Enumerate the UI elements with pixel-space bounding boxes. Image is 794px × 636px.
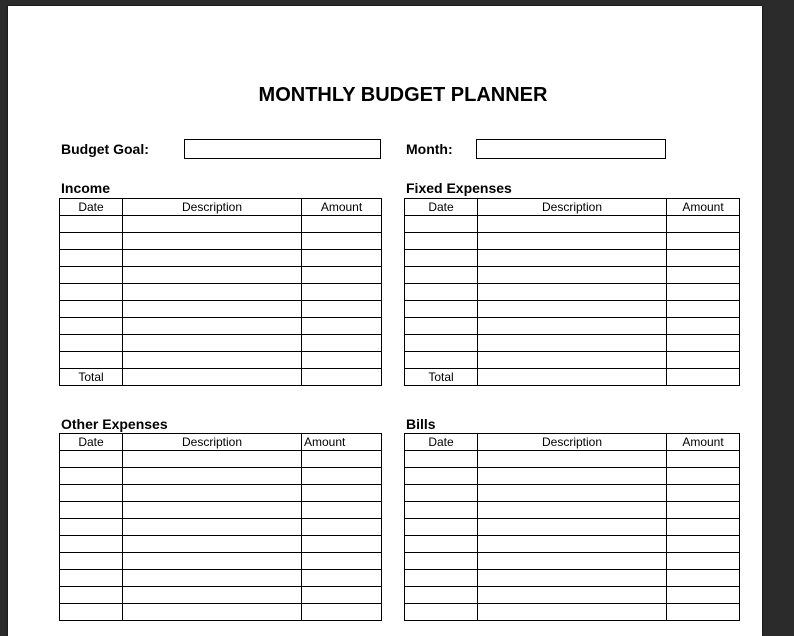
bills-header-row <box>405 434 740 451</box>
other-expenses-entry-row <box>60 468 382 485</box>
date-cell[interactable] <box>405 587 478 604</box>
other-expenses-section-title: Other Expenses <box>61 416 168 432</box>
amount-cell[interactable] <box>667 284 740 301</box>
budget-goal-label: Budget Goal: <box>61 141 149 157</box>
description-cell[interactable] <box>123 485 302 502</box>
income-entry-row <box>60 335 382 352</box>
amount-cell[interactable] <box>302 233 382 250</box>
fixed-expenses-entry-row <box>405 233 740 250</box>
date-cell[interactable] <box>405 216 478 233</box>
amount-cell[interactable] <box>302 352 382 369</box>
date-cell[interactable] <box>60 216 123 233</box>
description-cell[interactable] <box>123 519 302 536</box>
amount-cell[interactable] <box>302 553 382 570</box>
date-cell[interactable] <box>405 352 478 369</box>
amount-cell[interactable] <box>302 216 382 233</box>
description-cell[interactable] <box>478 233 667 250</box>
date-cell[interactable] <box>60 318 123 335</box>
fixed-expenses-entry-row <box>405 301 740 318</box>
date-cell[interactable] <box>405 604 478 621</box>
description-cell[interactable] <box>478 250 667 267</box>
bills-entry-row <box>405 553 740 570</box>
month-label: Month: <box>406 141 453 157</box>
other-expenses-header-row <box>60 434 382 451</box>
total-amount-cell[interactable] <box>667 369 740 386</box>
date-cell[interactable] <box>405 485 478 502</box>
amount-cell[interactable] <box>302 267 382 284</box>
description-cell[interactable] <box>123 604 302 621</box>
date-cell[interactable] <box>405 233 478 250</box>
date-cell[interactable] <box>60 352 123 369</box>
income-header-row <box>60 199 382 216</box>
other-expenses-entry-row <box>60 451 382 468</box>
description-cell[interactable] <box>478 335 667 352</box>
fixed-expenses-header-row <box>405 199 740 216</box>
income-section-title: Income <box>61 180 111 196</box>
description-cell[interactable] <box>478 318 667 335</box>
income-entry-row <box>60 250 382 267</box>
amount-cell[interactable] <box>302 318 382 335</box>
bills-entry-row <box>405 536 740 553</box>
description-cell[interactable] <box>123 301 302 318</box>
total-description-cell[interactable] <box>123 369 302 386</box>
description-cell[interactable] <box>123 570 302 587</box>
other-expenses-entry-row <box>60 536 382 553</box>
fixed-expenses-section-title: Fixed Expenses <box>406 180 512 196</box>
description-cell[interactable] <box>123 335 302 352</box>
amount-column-header: Amount <box>302 199 382 216</box>
other-expenses-entry-row <box>60 604 382 621</box>
date-cell[interactable] <box>60 502 123 519</box>
description-cell[interactable] <box>123 284 302 301</box>
date-cell[interactable] <box>60 485 123 502</box>
description-cell[interactable] <box>123 352 302 369</box>
amount-column-header: Amount <box>667 434 740 451</box>
other-expenses-table <box>59 433 382 621</box>
date-cell[interactable] <box>60 536 123 553</box>
date-cell[interactable] <box>405 536 478 553</box>
amount-cell[interactable] <box>302 250 382 267</box>
description-cell[interactable] <box>478 485 667 502</box>
description-cell[interactable] <box>478 267 667 284</box>
date-cell[interactable] <box>405 502 478 519</box>
fixed-expenses-table <box>404 198 740 386</box>
budget-goal-input[interactable] <box>184 139 381 159</box>
other-expenses-entry-row <box>60 553 382 570</box>
other-expenses-entry-row <box>60 502 382 519</box>
fixed-expenses-entry-row <box>405 335 740 352</box>
amount-cell[interactable] <box>302 570 382 587</box>
description-cell[interactable] <box>123 216 302 233</box>
description-cell[interactable] <box>478 570 667 587</box>
fixed-expenses-entry-row <box>405 267 740 284</box>
amount-cell[interactable] <box>667 216 740 233</box>
total-description-cell[interactable] <box>478 369 667 386</box>
bills-entry-row <box>405 502 740 519</box>
amount-cell[interactable] <box>667 267 740 284</box>
amount-cell[interactable] <box>667 502 740 519</box>
date-cell[interactable] <box>405 570 478 587</box>
bills-table <box>404 433 740 621</box>
bills-entry-row <box>405 604 740 621</box>
date-cell[interactable] <box>60 250 123 267</box>
bills-entry-row <box>405 451 740 468</box>
bills-entry-row <box>405 587 740 604</box>
other-expenses-entry-row <box>60 587 382 604</box>
description-cell[interactable] <box>478 451 667 468</box>
amount-cell[interactable] <box>302 301 382 318</box>
amount-cell[interactable] <box>667 352 740 369</box>
amount-cell[interactable] <box>302 536 382 553</box>
fixed-expenses-entry-row <box>405 284 740 301</box>
amount-cell[interactable] <box>302 519 382 536</box>
date-cell[interactable] <box>60 301 123 318</box>
date-cell[interactable] <box>405 553 478 570</box>
amount-cell[interactable] <box>667 570 740 587</box>
date-cell[interactable] <box>405 318 478 335</box>
description-cell[interactable] <box>123 318 302 335</box>
date-cell[interactable] <box>405 451 478 468</box>
description-cell[interactable] <box>123 267 302 284</box>
fixed-expenses-entry-row <box>405 216 740 233</box>
bills-entry-row <box>405 468 740 485</box>
fixed-expenses-entry-row <box>405 250 740 267</box>
bills-entry-row <box>405 570 740 587</box>
budget-planner-page <box>8 6 762 636</box>
amount-cell[interactable] <box>302 604 382 621</box>
date-column-header: Date <box>60 434 123 451</box>
amount-cell[interactable] <box>667 335 740 352</box>
other-expenses-entry-row <box>60 570 382 587</box>
amount-cell[interactable] <box>302 468 382 485</box>
amount-cell[interactable] <box>302 451 382 468</box>
description-cell[interactable] <box>478 352 667 369</box>
income-entry-row <box>60 233 382 250</box>
description-cell[interactable] <box>123 502 302 519</box>
total-amount-cell[interactable] <box>302 369 382 386</box>
other-expenses-entry-row <box>60 485 382 502</box>
amount-cell[interactable] <box>667 587 740 604</box>
date-cell[interactable] <box>405 301 478 318</box>
amount-cell[interactable] <box>302 502 382 519</box>
amount-cell[interactable] <box>302 485 382 502</box>
description-cell[interactable] <box>478 284 667 301</box>
income-entry-row <box>60 318 382 335</box>
description-cell[interactable] <box>478 519 667 536</box>
description-cell[interactable] <box>123 536 302 553</box>
date-column-header: Date <box>60 199 123 216</box>
date-cell[interactable] <box>60 468 123 485</box>
amount-cell[interactable] <box>667 553 740 570</box>
description-cell[interactable] <box>478 468 667 485</box>
date-column-header: Date <box>405 199 478 216</box>
description-cell[interactable] <box>478 553 667 570</box>
total-label: Total <box>405 369 478 386</box>
date-cell[interactable] <box>60 284 123 301</box>
amount-column-header: Amount <box>667 199 740 216</box>
income-total-row <box>60 369 382 386</box>
income-table <box>59 198 382 386</box>
fixed-expenses-total-row <box>405 369 740 386</box>
description-cell[interactable] <box>478 301 667 318</box>
amount-cell[interactable] <box>667 519 740 536</box>
description-cell[interactable] <box>123 587 302 604</box>
description-cell[interactable] <box>478 587 667 604</box>
date-cell[interactable] <box>60 570 123 587</box>
description-column-header: Description <box>123 434 302 451</box>
description-cell[interactable] <box>123 451 302 468</box>
amount-cell[interactable] <box>667 536 740 553</box>
description-column-header: Description <box>478 434 667 451</box>
date-cell[interactable] <box>405 335 478 352</box>
amount-cell[interactable] <box>667 485 740 502</box>
date-cell[interactable] <box>405 250 478 267</box>
other-expenses-entry-row <box>60 519 382 536</box>
description-cell[interactable] <box>478 604 667 621</box>
date-cell[interactable] <box>60 451 123 468</box>
description-cell[interactable] <box>123 250 302 267</box>
total-label: Total <box>60 369 123 386</box>
date-cell[interactable] <box>60 233 123 250</box>
month-input[interactable] <box>476 139 666 159</box>
amount-cell[interactable] <box>302 587 382 604</box>
date-cell[interactable] <box>405 519 478 536</box>
amount-cell[interactable] <box>667 451 740 468</box>
date-cell[interactable] <box>60 553 123 570</box>
date-cell[interactable] <box>60 604 123 621</box>
amount-cell[interactable] <box>667 301 740 318</box>
description-cell[interactable] <box>478 502 667 519</box>
description-cell[interactable] <box>123 553 302 570</box>
income-entry-row <box>60 352 382 369</box>
date-cell[interactable] <box>60 519 123 536</box>
description-column-header: Description <box>123 199 302 216</box>
amount-cell[interactable] <box>667 318 740 335</box>
amount-cell[interactable] <box>667 233 740 250</box>
income-entry-row <box>60 284 382 301</box>
description-column-header: Description <box>478 199 667 216</box>
description-cell[interactable] <box>478 216 667 233</box>
income-entry-row <box>60 216 382 233</box>
amount-cell[interactable] <box>667 468 740 485</box>
bills-entry-row <box>405 485 740 502</box>
income-entry-row <box>60 267 382 284</box>
description-cell[interactable] <box>123 233 302 250</box>
description-cell[interactable] <box>123 468 302 485</box>
income-entry-row <box>60 301 382 318</box>
date-cell[interactable] <box>60 267 123 284</box>
date-cell[interactable] <box>60 587 123 604</box>
date-cell[interactable] <box>405 267 478 284</box>
date-cell[interactable] <box>405 468 478 485</box>
description-cell[interactable] <box>478 536 667 553</box>
page-title: MONTHLY BUDGET PLANNER <box>258 84 548 106</box>
bills-section-title: Bills <box>406 416 436 432</box>
fixed-expenses-entry-row <box>405 318 740 335</box>
date-column-header: Date <box>405 434 478 451</box>
amount-cell[interactable] <box>667 250 740 267</box>
amount-cell[interactable] <box>302 284 382 301</box>
date-cell[interactable] <box>405 284 478 301</box>
amount-cell[interactable] <box>302 335 382 352</box>
amount-cell[interactable] <box>667 604 740 621</box>
fixed-expenses-entry-row <box>405 352 740 369</box>
amount-column-header: Amount <box>302 434 382 451</box>
bills-entry-row <box>405 519 740 536</box>
date-cell[interactable] <box>60 335 123 352</box>
